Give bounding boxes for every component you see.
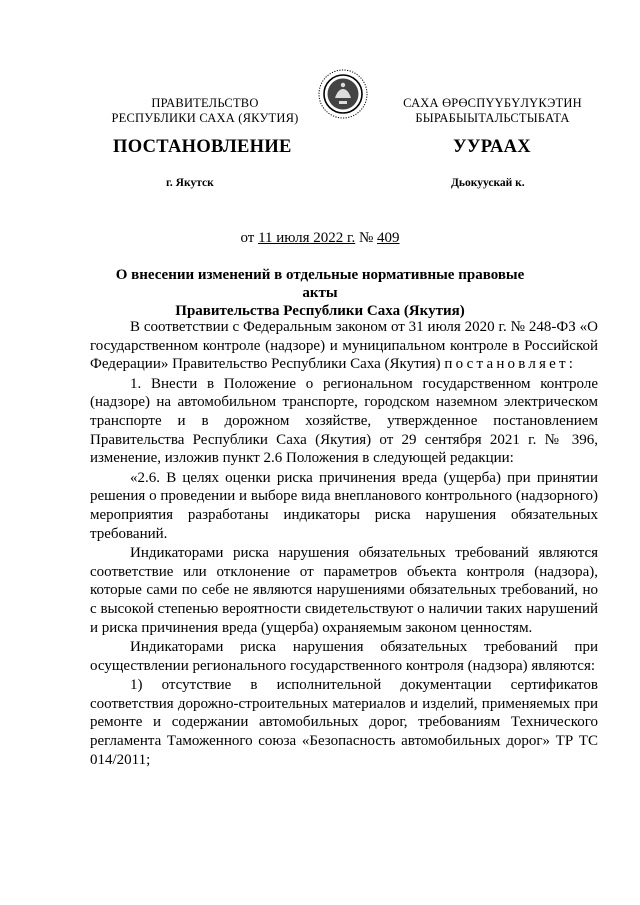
paragraph-preamble bbox=[90, 318, 598, 374]
decree-word: постановляет: bbox=[444, 356, 577, 373]
coat-of-arms-icon bbox=[318, 68, 368, 120]
document-date: 11 июля 2022 г. bbox=[258, 230, 356, 246]
paragraph-indicator-1: 1) отсутствие в исполнительной документации сертификатов соответствия дорожно-строительных материалов и изделий, применяемых при ремонте и содержании автомобильных дорог, требованиям Технического регламента Таможенного союза «Безопасность автомобильных дорог» ТР ТС 014/2011; bbox=[90, 677, 598, 768]
title-uuraakh: УУРААХ bbox=[453, 137, 531, 157]
preamble-text: В соответствии с Федеральным законом от 31 июля 2020 г. № 248-ФЗ «О государственном контроле (надзоре) и муниципальном контроле в Российской Федерации» Правительство Республики Саха (Якутия) bbox=[90, 319, 598, 373]
header-left-line1: ПРАВИТЕЛЬСТВО bbox=[151, 96, 259, 110]
subject-line1: О внесении изменений в отдельные нормативные правовые акты bbox=[115, 267, 525, 301]
paragraph-1: 1. Внести в Положение о региональном государственном контроле (надзоре) на автомобильном транспорте, городском наземном электрическом транспорте и в дорожном хозяйстве, утвержденное постановлением Правительства Республики Саха (Якутия) от 29 сентября 2021 г. № 396, изменение, изложив пункт 2.6 Положения в следующей редакции: bbox=[90, 375, 598, 467]
paragraph-indicators-list-intro: Индикаторами риска нарушения обязательных требований при осуществлении регионального государственного контроля (надзора) являются: bbox=[90, 639, 598, 674]
document-subject bbox=[100, 266, 540, 320]
header-right-line1: САХА ӨРӨСПҮҮБҮЛҮКЭТИН bbox=[403, 96, 582, 110]
document-date-line bbox=[0, 230, 640, 247]
paragraph-indicators-definition: Индикаторами риска нарушения обязательных требований являются соответствие или отклонение от параметров объекта контроля (надзора), которые сами по себе не являются нарушениями обязательных требований, но с высокой степенью вероятности свидетельствуют о наличии таких нарушений и риска причинения вреда (ущерба) охраняемым законом ценностям. bbox=[90, 545, 598, 636]
city-dyokuuskai: Дьокуускай к. bbox=[451, 177, 525, 189]
header-left-line2: РЕСПУБЛИКИ САХА (ЯКУТИЯ) bbox=[111, 111, 299, 125]
date-prefix: от bbox=[240, 230, 255, 246]
city-yakutsk: г. Якутск bbox=[166, 177, 214, 189]
document-body bbox=[90, 318, 598, 770]
number-sign: № bbox=[358, 230, 374, 246]
header-right bbox=[385, 96, 600, 126]
header-left bbox=[100, 96, 310, 126]
document-number: 409 bbox=[377, 230, 400, 246]
title-postanovlenie: ПОСТАНОВЛЕНИЕ bbox=[113, 137, 292, 157]
paragraph-2-6: «2.6. В целях оценки риска причинения вреда (ущерба) при принятии решения о проведении и выборе вида внепланового контрольного (надзорного) мероприятия разработаны индикаторы риска нарушения обязательных требований. bbox=[90, 469, 598, 542]
subject-line2: Правительства Республики Саха (Якутия) bbox=[175, 303, 465, 319]
header-right-line2: БЫРАБЫЫТАЛЬСТЫБАТА bbox=[415, 111, 570, 125]
